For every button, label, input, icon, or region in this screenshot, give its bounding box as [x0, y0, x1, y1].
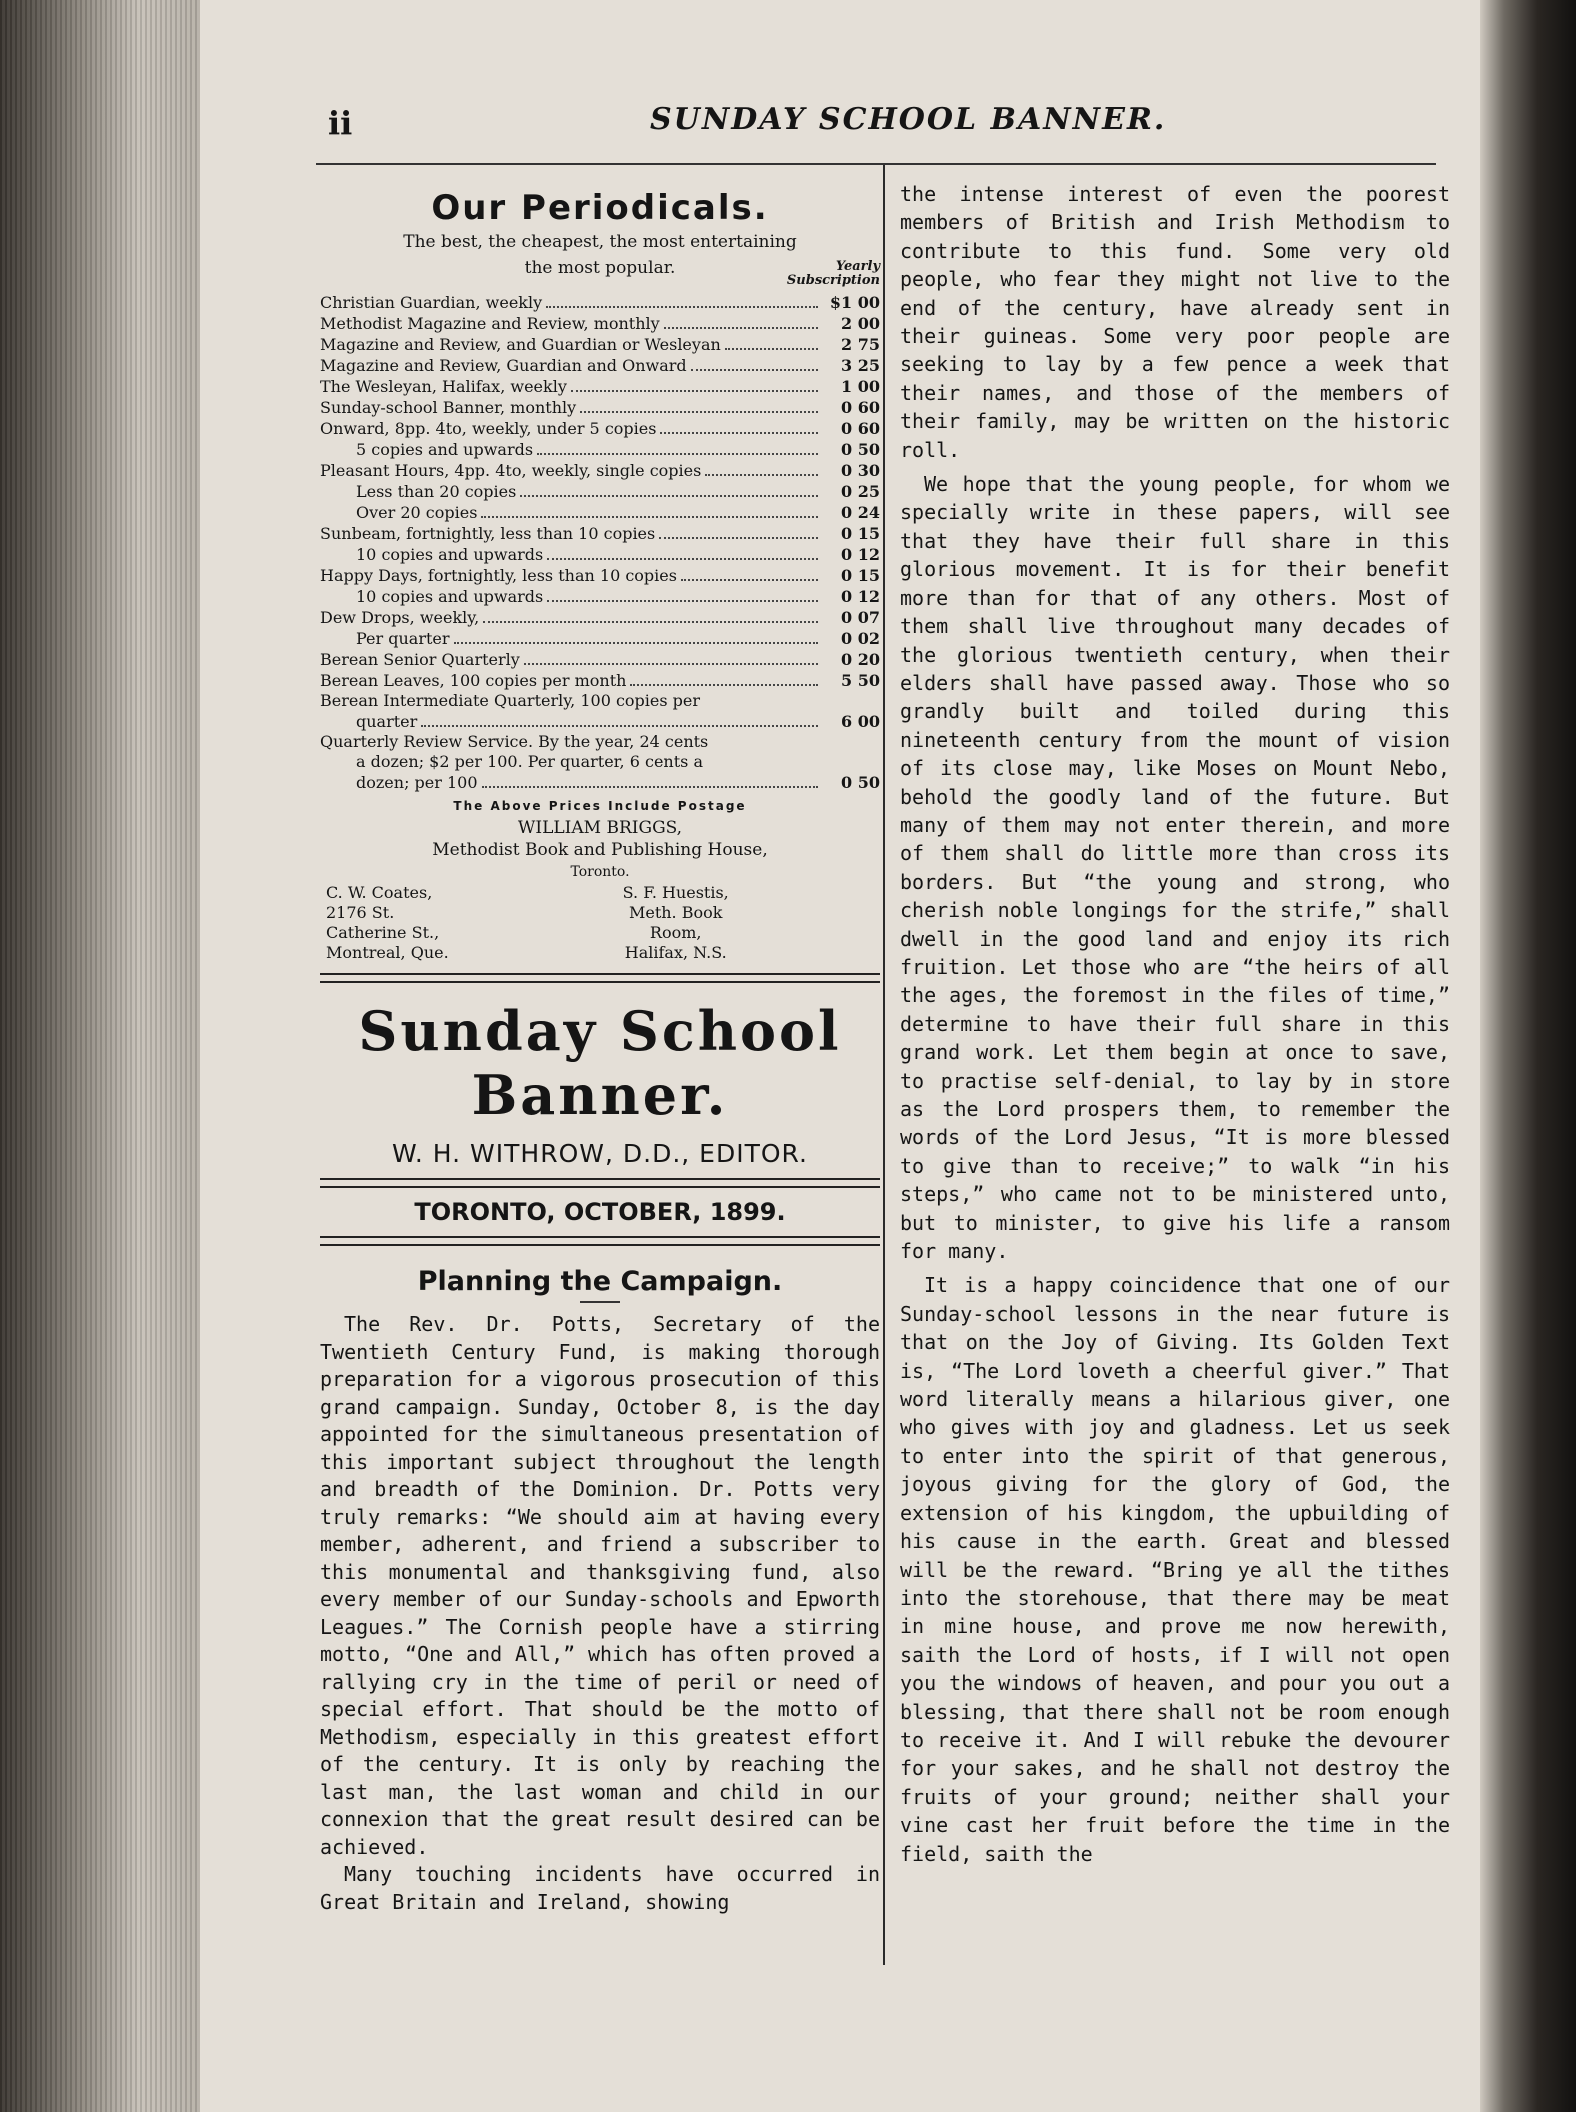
page-shadow-edge [1480, 0, 1576, 2112]
price-item-value: 0 50 [841, 440, 880, 459]
leader-dots [547, 558, 818, 560]
leader-dots [660, 432, 818, 434]
section-rule [320, 973, 880, 983]
price-row [320, 397, 880, 418]
price-row [320, 607, 880, 628]
leader-dots [546, 306, 818, 308]
price-item-name: Less than 20 copies [356, 482, 517, 501]
price-row [320, 376, 880, 397]
leader-dots [580, 411, 818, 413]
leader-dots [537, 453, 818, 455]
periodicals-tagline-1: The best, the cheapest, the most entertaining [403, 232, 797, 252]
leader-dots [705, 474, 818, 476]
section-rule [320, 1178, 880, 1188]
article-title: Planning the Campaign. [417, 1266, 783, 1297]
leader-dots [664, 327, 818, 329]
price-item-value: $1 00 [829, 293, 880, 312]
price-item-name: Sunday-school Banner, monthly [320, 398, 577, 417]
price-row [320, 772, 880, 793]
price-row [320, 439, 880, 460]
article-paragraph: It is a happy coincidence that one of our Sunday-school lessons in the near future is that on the Joy of Giving. Its Golden Text is, “The Lord loveth a cheerful giver.” That word literally means a hilarious giver, one who gives with joy and gladness. Let us seek to enter into the spirit of that generous, joyous giving for the glory of God, the extension of his kingdom, the upbuilding of his cause in the earth. Great and blessed will be the reward. “Bring ye all the tithes into the storehouse, that there may be meat in mine house, and prove me now herewith, saith the Lord of hosts, if I will not open you the windows of heaven, and pour you out a blessing, that there shall not be room enough to receive it. And I will rebuke the devourer for your sakes, and he shall not destroy the fruits of your ground; neither shall your vine cast her fruit before the time in the field, saith the [900, 1273, 1450, 1866]
book-page [200, 0, 1480, 2112]
leader-dots [481, 516, 818, 518]
price-item-name: Pleasant Hours, 4pp. 4to, weekly, single copies [320, 461, 702, 480]
price-item-value: 0 07 [841, 608, 880, 627]
price-item-value: 1 00 [841, 377, 880, 396]
quarterly-review-line-3: dozen; per 100 [356, 773, 478, 792]
publisher-house: Methodist Book and Publishing House, [432, 840, 768, 860]
price-item-value: 2 75 [841, 335, 880, 354]
masthead-editor: W. H. WITHROW, D.D., EDITOR. [392, 1139, 808, 1168]
leader-dots [659, 537, 818, 539]
book-binding-edge [0, 0, 200, 2112]
article-paragraph: We hope that the young people, for whom we specially write in these papers, will see that they have their full share in this glorious movement. It is for their benefit more than for that of any others. Most of them shall live throughout many decades of the glorious twentieth century, when their elders shall have passed away. Those who so grandly built and toiled during this nineteenth century from the mount of vision of its close may, like Moses on Mount Nebo, behold the goodly land of the future. But many of them may not enter therein, and more of them shall do little more than cross its borders. But “the young and strong, who cherish noble longings for the strife,” shall dwell in the good land and enjoy its rich fruition. Let those who are “the heirs of all the ages, the foremost in the files of time,” determine to have their full share in this grand work. Let them begin at once to save, to practise self-denial, to lay by in store as the Lord prospers them, to remember the words of the Lord Jesus, “It is more blessed to give than to receive;” to walk “in his steps,” who came not to be ministered unto, but to minister, to give his life a ransom for many. [900, 472, 1450, 1264]
price-item-value: 0 12 [841, 545, 880, 564]
agent-montreal [320, 883, 595, 963]
quarterly-review-price: 0 50 [841, 773, 880, 792]
price-item-value: 0 60 [841, 398, 880, 417]
price-row [320, 355, 880, 376]
price-row [320, 334, 880, 355]
price-item-name: Christian Guardian, weekly [320, 293, 543, 312]
price-item-name: Dew Drops, weekly, [320, 608, 480, 627]
price-item-value: 0 12 [841, 587, 880, 606]
left-column [320, 180, 880, 1916]
price-row [320, 523, 880, 544]
price-item-name: Berean Leaves, 100 copies per month [320, 671, 627, 690]
price-item-name: Berean Senior Quarterly [320, 650, 520, 669]
price-row [320, 628, 880, 649]
price-row [320, 481, 880, 502]
price-row [320, 292, 880, 313]
leader-dots [547, 600, 818, 602]
section-rule [320, 1236, 880, 1246]
publisher-block [320, 817, 880, 883]
agent-montreal-name: C. W. Coates, [326, 883, 433, 902]
periodicals-title: Our Periodicals. [431, 188, 769, 228]
leader-dots [421, 725, 818, 727]
price-item-name: 10 copies and upwards [356, 545, 544, 564]
leader-dots [482, 786, 818, 788]
leader-dots [483, 621, 818, 623]
berean-intermediate-price: 6 00 [841, 712, 880, 731]
price-item-name: Sunbeam, fortnightly, less than 10 copies [320, 524, 656, 543]
price-item-value: 0 24 [841, 503, 880, 522]
agent-halifax-address: Meth. Book Room, [628, 903, 723, 942]
article-paragraph: Many touching incidents have occurred in Great Britain and Ireland, showing [320, 1862, 880, 1914]
price-row [320, 649, 880, 670]
leader-dots [520, 495, 818, 497]
price-row [320, 565, 880, 586]
page-folio: ii [328, 104, 353, 142]
price-item-name: 10 copies and upwards [356, 587, 544, 606]
leader-dots [691, 369, 818, 371]
price-row [320, 502, 880, 523]
header-rule [316, 163, 1436, 165]
price-item-value: 0 02 [841, 629, 880, 648]
agent-montreal-address: 2176 St. Catherine St., [326, 903, 440, 942]
berean-intermediate-line-2: quarter [356, 712, 418, 731]
price-list [320, 292, 880, 793]
leader-dots [630, 684, 818, 686]
price-item-name: Onward, 8pp. 4to, weekly, under 5 copies [320, 419, 657, 438]
price-item-name: The Wesleyan, Halifax, weekly [320, 377, 567, 396]
price-row [320, 460, 880, 481]
periodicals-tagline-2: the most popular. [524, 258, 676, 278]
price-row [320, 586, 880, 607]
title-ornament [580, 1301, 620, 1303]
agent-halifax-name: S. F. Huestis, [622, 883, 729, 902]
price-row [320, 670, 880, 691]
article-paragraph: The Rev. Dr. Potts, Secretary of the Twentieth Century Fund, is making thorough preparation for a vigorous prosecution of this grand campaign. Sunday, October 8, is the day appointed for the simultaneous presentation of this important subject throughout the length and breadth of the Dominion. Dr. Potts very truly remarks: “We should aim at having every member, adherent, and friend a subscriber to this monumental and thanksgiving fund, also every member of our Sunday-schools and Epworth Leagues.” The Cornish people have a stirring motto, “One and All,” which has often proved a rallying cry in the time of peril or need of special effort. That should be the motto of Methodism, especially in this greatest effort of the century. It is only by reaching the last man, the last woman and child in our connexion that the great result desired can be achieved. [320, 1312, 880, 1859]
leader-dots [725, 348, 818, 350]
quarterly-review-line-1: Quarterly Review Service. By the year, 24 cents [320, 732, 709, 751]
publisher-city: Toronto. [570, 864, 630, 880]
price-item-name: 5 copies and upwards [356, 440, 534, 459]
leader-dots [681, 579, 818, 581]
publisher-name: WILLIAM BRIGGS, [517, 818, 683, 838]
article-paragraph: the intense interest of even the poorest members of British and Irish Methodism to contribute to this fund. Some very old people, who fear they might not live to the end of the century, have already sent in their guineas. Some very poor people are seeking to lay by a few pence a week that their names, and those of the members of their family, may be written on the historic roll. [900, 182, 1450, 462]
price-row [320, 418, 880, 439]
quarterly-review-line-2: a dozen; $2 per 100. Per quarter, 6 cents a [356, 752, 703, 771]
leader-dots [454, 642, 818, 644]
price-item-value: 0 60 [841, 419, 880, 438]
price-item-value: 0 15 [841, 524, 880, 543]
price-item-value: 2 00 [841, 314, 880, 333]
price-item-value: 0 20 [841, 650, 880, 669]
berean-intermediate-line-1: Berean Intermediate Quarterly, 100 copies per [320, 691, 701, 710]
right-column [900, 180, 1450, 1868]
price-row [320, 544, 880, 565]
masthead-title: Sunday School Banner. [358, 999, 842, 1127]
price-item-name: Per quarter [356, 629, 450, 648]
price-item-value: 0 15 [841, 566, 880, 585]
price-item-name: Over 20 copies [356, 503, 478, 522]
price-item-name: Methodist Magazine and Review, monthly [320, 314, 660, 333]
agent-halifax-city: Halifax, N.S. [624, 943, 727, 962]
leader-dots [524, 663, 818, 665]
price-item-value: 5 50 [841, 671, 880, 690]
price-item-value: 0 30 [841, 461, 880, 480]
price-item-name: Magazine and Review, and Guardian or Wesleyan [320, 335, 721, 354]
price-item-name: Happy Days, fortnightly, less than 10 copies [320, 566, 677, 585]
agent-montreal-city: Montreal, Que. [326, 943, 449, 962]
price-row [320, 313, 880, 334]
column-divider [883, 165, 885, 1965]
price-item-value: 0 25 [841, 482, 880, 501]
price-row [320, 711, 880, 732]
dateline: TORONTO, OCTOBER, 1899. [414, 1198, 786, 1226]
agent-halifax [611, 883, 880, 963]
subscription-label: Subscription [786, 273, 880, 288]
agents-row [320, 883, 880, 963]
yearly-label: Yearly [835, 259, 880, 274]
price-item-name: Magazine and Review, Guardian and Onward [320, 356, 687, 375]
postage-note: The Above Prices Include Postage [453, 799, 747, 813]
price-item-value: 3 25 [841, 356, 880, 375]
running-header: SUNDAY SCHOOL BANNER. [650, 102, 1167, 137]
leader-dots [571, 390, 818, 392]
